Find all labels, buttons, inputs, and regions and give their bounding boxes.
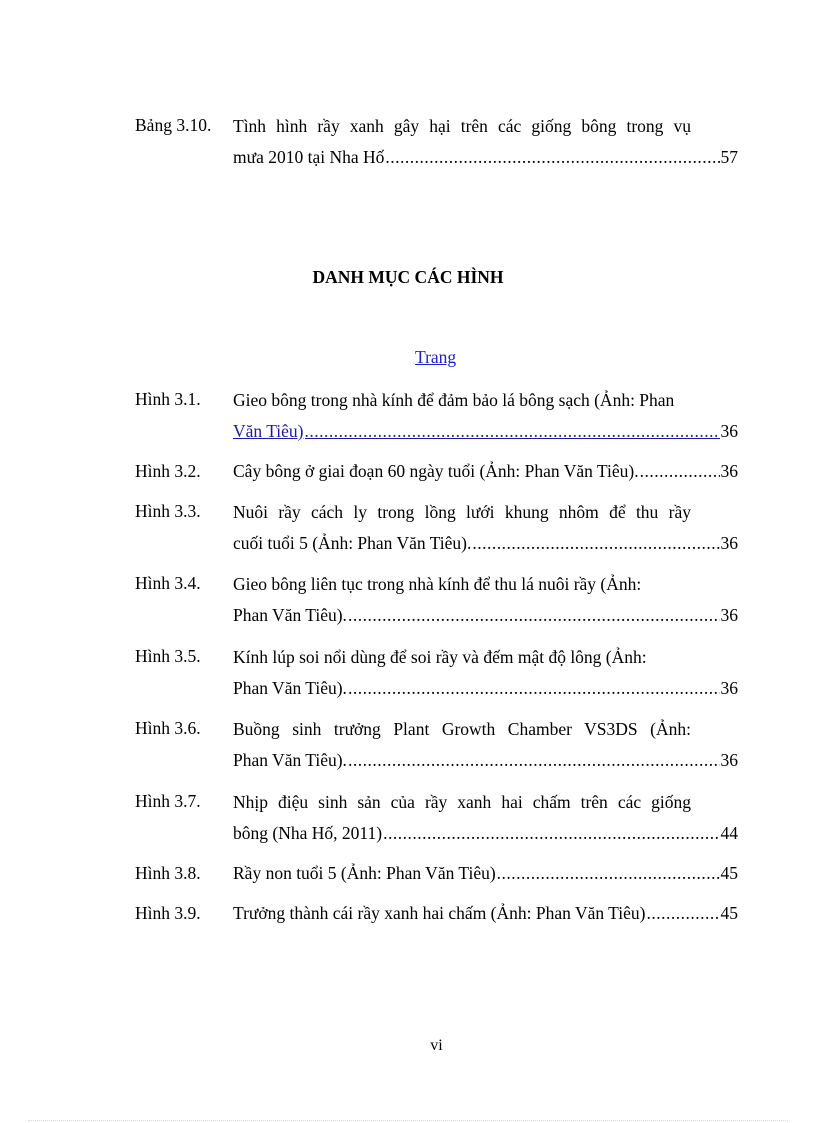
figure-number: Hình 3.8. bbox=[135, 863, 201, 883]
table-entry-number: Bảng 3.10. bbox=[135, 115, 212, 135]
figure-number: Hình 3.7. bbox=[135, 791, 201, 811]
figure-title-line1: Buồng sinh trưởng Plant Growth Chamber VS3DS (Ảnh: bbox=[233, 719, 691, 739]
leader-dots bbox=[348, 678, 720, 699]
figure-number: Hình 3.3. bbox=[135, 501, 201, 521]
leader-dots bbox=[385, 147, 719, 168]
figure-title: Rầy non tuổi 5 (Ảnh: Phan Văn Tiêu) bbox=[233, 863, 496, 883]
figure-title-line2: Văn Tiêu) bbox=[233, 421, 304, 441]
figure-title-line1: Gieo bông liên tục trong nhà kính để thu lá nuôi rầy (Ảnh: bbox=[233, 574, 642, 594]
figure-title-line1: Nhịp điệu sinh sản của rầy xanh hai chấm trên các giống bbox=[233, 792, 691, 812]
figure-title-line2: Phan Văn Tiêu). bbox=[233, 678, 347, 698]
figure-page: 36 bbox=[720, 750, 738, 770]
page-edge-divider bbox=[28, 1120, 788, 1121]
figure-title: Cây bông ở giai đoạn 60 ngày tuổi (Ảnh: Phan Văn Tiêu). bbox=[233, 461, 639, 481]
leader-dots bbox=[348, 750, 720, 771]
leader-dots bbox=[497, 863, 720, 884]
table-entry-title-line2: mưa 2010 tại Nha Hố bbox=[233, 147, 385, 167]
figure-title-line2: cuối tuổi 5 (Ảnh: Phan Văn Tiêu). bbox=[233, 533, 472, 553]
figure-title-line1: Gieo bông trong nhà kính để đảm bảo lá bông sạch (Ảnh: Phan bbox=[233, 390, 675, 410]
figure-number: Hình 3.2. bbox=[135, 461, 201, 481]
figure-page: 36 bbox=[720, 533, 738, 553]
figure-number: Hình 3.4. bbox=[135, 573, 201, 593]
figure-number: Hình 3.5. bbox=[135, 646, 201, 666]
figure-page: 45 bbox=[720, 863, 738, 883]
figure-number: Hình 3.9. bbox=[135, 903, 201, 923]
figure-number: Hình 3.1. bbox=[135, 389, 201, 409]
leader-dots bbox=[640, 461, 720, 482]
leader-dots bbox=[305, 421, 720, 442]
table-entry-title-line1: Tình hình rầy xanh gây hại trên các giống bông trong vụ bbox=[233, 116, 691, 136]
page-number-footer: vi bbox=[430, 1037, 443, 1054]
figure-page: 36 bbox=[720, 461, 738, 481]
figure-page: 36 bbox=[720, 421, 738, 441]
figure-page: 36 bbox=[720, 678, 738, 698]
figure-title-line1: Kính lúp soi nổi dùng để soi rầy và đếm mật độ lông (Ảnh: bbox=[233, 647, 647, 667]
figure-page: 45 bbox=[720, 903, 738, 923]
figure-number: Hình 3.6. bbox=[135, 718, 201, 738]
figure-page: 44 bbox=[720, 823, 738, 843]
trang-link[interactable]: Trang bbox=[415, 347, 457, 367]
leader-dots bbox=[646, 903, 719, 924]
figure-title-line1: Nuôi rầy cách ly trong lồng lưới khung nhôm để thu rầy bbox=[233, 502, 691, 522]
figure-title-line2: Phan Văn Tiêu). bbox=[233, 750, 347, 770]
figure-title: Trưởng thành cái rầy xanh hai chấm (Ảnh: Phan Văn Tiêu) bbox=[233, 903, 646, 923]
table-entry-page: 57 bbox=[720, 147, 738, 167]
figure-page: 36 bbox=[720, 605, 738, 625]
figure-title-line2: bông (Nha Hố, 2011) bbox=[233, 823, 383, 843]
leader-dots bbox=[348, 605, 720, 626]
list-of-figures-heading: DANH MỤC CÁC HÌNH bbox=[312, 267, 504, 287]
figure-title-line2: Phan Văn Tiêu). bbox=[233, 605, 347, 625]
leader-dots bbox=[472, 533, 719, 554]
leader-dots bbox=[383, 823, 719, 844]
